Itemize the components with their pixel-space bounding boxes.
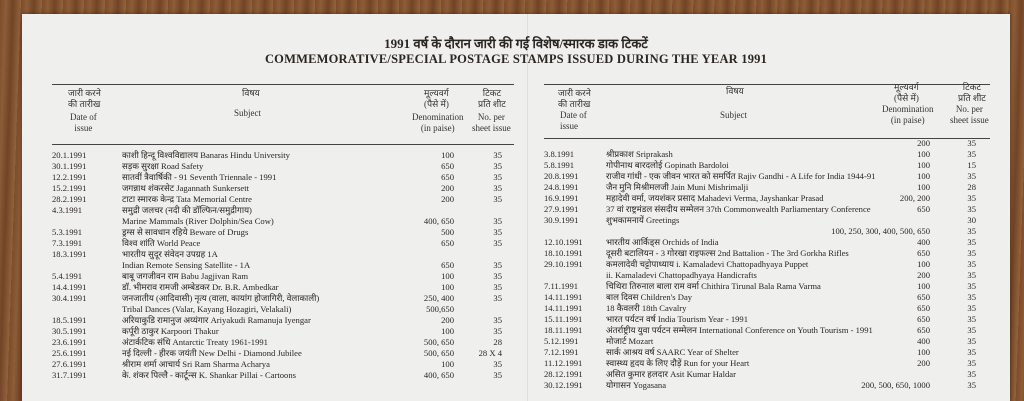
denomination-value: 650 <box>441 260 454 270</box>
sheet-count: 35 <box>967 149 976 159</box>
table-row <box>52 249 514 260</box>
sheet-count: 35 <box>967 292 976 302</box>
denomination-value: 650 <box>917 204 930 214</box>
denomination-value: 100 <box>441 271 454 281</box>
sheet-count: 35 <box>967 248 976 258</box>
table-row <box>544 204 990 215</box>
denomination-value: 500 <box>441 227 454 237</box>
sheet-count: 35 <box>493 183 502 193</box>
stamp-subject: Marine Mammals (River Dolphin/Sea Cow) <box>122 216 274 226</box>
table-row <box>544 270 990 281</box>
stamp-subject: सार्क आश्रय वर्ष SAARC Year of Shelter <box>606 347 739 357</box>
sheet-count: 28 X 4 <box>478 348 502 358</box>
stamp-subject: दूसरी बटालियन - 3 गोरखा राइफल्स 2nd Battalion - The 3rd Gorkha Rifles <box>606 248 849 258</box>
stamp-subject: Indian Remote Sensing Satellite - 1A <box>122 260 251 270</box>
denomination-value: 100 <box>441 359 454 369</box>
denomination-value: 650 <box>917 303 930 313</box>
issue-date: 18.3.1991 <box>52 249 87 259</box>
table-row <box>544 259 990 270</box>
issue-date: 14.11.1991 <box>544 303 583 313</box>
denomination-value: 100 <box>441 282 454 292</box>
issue-date: 27.9.1991 <box>544 204 579 214</box>
issue-date: 27.6.1991 <box>52 359 87 369</box>
table-row <box>544 193 990 204</box>
sheet-count: 35 <box>493 359 502 369</box>
denomination-value: 650 <box>441 238 454 248</box>
issue-date: 14.11.1991 <box>544 292 583 302</box>
sheet-count: 35 <box>967 347 976 357</box>
denomination-value: 650 <box>917 292 930 302</box>
sheet-count: 35 <box>967 237 976 247</box>
table-top-rule <box>544 84 990 85</box>
denomination-value: 200, 200 <box>899 193 930 203</box>
date-header-hindi: जारी करने की तारीख <box>558 88 591 109</box>
issue-date: 5.12.1991 <box>544 336 579 346</box>
table-row <box>544 182 990 193</box>
sheet-count: 35 <box>493 150 502 160</box>
sheet-count: 35 <box>967 226 976 236</box>
sheet-count: 35 <box>493 271 502 281</box>
table-row <box>544 314 990 325</box>
issue-date: 11.12.1991 <box>544 358 583 368</box>
issue-date: 7.12.1991 <box>544 347 579 357</box>
denomination-value: 400, 650 <box>423 216 454 226</box>
denomination-value: 650 <box>917 314 930 324</box>
sheet-count: 35 <box>493 194 502 204</box>
stamp-subject: सातवीं त्रैवार्षिकी - 91 Seventh Triennale - 1991 <box>122 172 277 182</box>
sheet-count: 35 <box>967 171 976 181</box>
sheet-count: 35 <box>967 336 976 346</box>
stamp-subject: स्वास्थ्य हृदय के लिए दौड़ें Run for your Heart <box>606 358 750 368</box>
stamp-subject: चिथिरा तिरुनाल बाला राम वर्मा Chithira Tirunal Bala Rama Varma <box>606 281 821 291</box>
denomination-value: 100 <box>917 171 930 181</box>
table-row <box>544 149 990 160</box>
sheet-count: 35 <box>967 303 976 313</box>
stamp-subject: सड़क सुरक्षा Road Safety <box>122 161 204 171</box>
sheet-count-header-hindi: टिकट प्रति शीट <box>478 88 506 109</box>
stamp-subject: गोपीनाथ बारदलोई Gopinath Bardoloi <box>606 160 729 170</box>
table-row <box>52 315 514 326</box>
sheet-count: 35 <box>493 161 502 171</box>
table-row <box>544 226 990 237</box>
denomination-value: 200 <box>441 183 454 193</box>
issue-date: 7.3.1991 <box>52 238 83 248</box>
sheet-count: 15 <box>967 160 976 170</box>
stamp-subject: योगासन Yogasana <box>606 380 667 390</box>
sheet-count: 35 <box>493 326 502 336</box>
stamp-subject: राजीव गांधी - एक जीवन भारत को समर्पित Rajiv Gandhi - A Life for India 1944-91 <box>606 171 876 181</box>
sheet-count: 35 <box>493 315 502 325</box>
table-top-rule <box>52 84 514 85</box>
sheet-count: 28 <box>493 337 502 347</box>
table-row <box>544 138 990 149</box>
issue-date: 24.8.1991 <box>544 182 579 192</box>
table-row <box>52 326 514 337</box>
stamp-subject: शुभकामनायें Greetings <box>606 215 680 225</box>
stamp-subject: समुद्री जलचर (नदी की डॉल्फिन/समुद्रीगाय) <box>122 205 252 215</box>
stamp-subject: विश्व शांति World Peace <box>122 238 201 248</box>
denomination-value: 400 <box>917 237 930 247</box>
denomination-value: 100 <box>441 150 454 160</box>
denomination-value: 200 <box>917 138 930 148</box>
hindi-title: 1991 वर्ष के दौरान जारी की गई विशेष/स्मारक डाक टिकटें <box>384 36 648 51</box>
date-header: Date of issue <box>560 110 587 131</box>
table-row <box>544 281 990 292</box>
sheet-count: 35 <box>493 216 502 226</box>
issue-date: 30.12.1991 <box>544 380 583 390</box>
sheet-count: 35 <box>967 380 976 390</box>
stamp-subject: ड्रग्स से सावधान रहिये Beware of Drugs <box>122 227 249 237</box>
sheet-count: 35 <box>493 370 502 380</box>
issue-date: 15.11.1991 <box>544 314 583 324</box>
denomination-value: 400, 650 <box>423 370 454 380</box>
issue-date: 5.8.1991 <box>544 160 575 170</box>
sheet-count: 35 <box>493 172 502 182</box>
stamp-subject: भारत पर्यटन वर्ष India Tourism Year - 1991 <box>606 314 749 324</box>
date-header-hindi: जारी करने की तारीख <box>68 88 101 109</box>
table-row <box>52 359 514 370</box>
table-row <box>544 292 990 303</box>
stamp-subject: भारतीय आर्किड्स Orchids of India <box>606 237 719 247</box>
issue-date: 30.5.1991 <box>52 326 87 336</box>
issue-date: 12.2.1991 <box>52 172 87 182</box>
table-row <box>52 282 514 293</box>
table-row <box>52 205 514 216</box>
sheet-count: 35 <box>967 138 976 148</box>
stamp-subject: जनजातीय (आदिवासी) नृत्य (वाला, कायांग होजागिरी, वेलाकाली) <box>122 293 320 303</box>
stamp-subject: श्रीराम शर्मा आचार्य Sri Ram Sharma Acharya <box>122 359 270 369</box>
sheet-count: 35 <box>493 282 502 292</box>
denomination-value: 400 <box>917 336 930 346</box>
stamp-subject: टाटा स्मारक केन्द्र Tata Memorial Centre <box>122 194 252 204</box>
issue-date: 31.7.1991 <box>52 370 87 380</box>
sheet-count-header-hindi: टिकट प्रति शीट <box>958 82 986 103</box>
stamp-subject: भारतीय सुदूर संवेदन उपग्रह 1A <box>122 249 218 259</box>
denomination-value: 650 <box>917 248 930 258</box>
issue-date: 23.6.1991 <box>52 337 87 347</box>
denomination-value: 200, 500, 650, 1000 <box>861 380 930 390</box>
denomination-value: 100 <box>917 281 930 291</box>
stamp-subject: बाबू जगजीवन राम Babu Jagjivan Ram <box>122 271 249 281</box>
denomination-value: 100, 250, 300, 400, 500, 650 <box>831 226 930 236</box>
sheet-count: 35 <box>967 204 976 214</box>
issue-date: 30.4.1991 <box>52 293 87 303</box>
table-row <box>544 358 990 369</box>
stamp-subject: के. शंकर पिल्लै - कार्टून्स K. Shankar Pillai - Cartoons <box>122 370 296 380</box>
table-row <box>52 260 514 271</box>
table-row <box>52 348 514 359</box>
table-row <box>52 238 514 249</box>
denomination-header-hindi: मूल्यवर्ग (पैसे में) <box>424 88 449 109</box>
sheet-count-header: No. per sheet issue <box>950 104 989 125</box>
table-row <box>52 370 514 381</box>
denomination-value: 100 <box>917 259 930 269</box>
stamp-subject: श्रीप्रकाश Sriprakash <box>606 149 673 159</box>
stamp-subject: महादेवी वर्मा, जयशंकर प्रसाद Mahadevi Verma, Jayshankar Prasad <box>606 193 824 203</box>
issue-date: 25.6.1991 <box>52 348 87 358</box>
stamp-subject: जगन्नाथ शंकरसेट Jagannath Sunkersett <box>122 183 250 193</box>
denomination-value: 200 <box>917 270 930 280</box>
denomination-value: 200 <box>441 194 454 204</box>
left-table <box>52 80 514 401</box>
table-row <box>52 172 514 183</box>
denomination-header-hindi: मूल्यवर्ग (पैसे में) <box>894 82 919 103</box>
header-bottom-rule <box>52 144 514 145</box>
issue-date: 3.8.1991 <box>544 149 575 159</box>
sheet-count: 35 <box>967 358 976 368</box>
table-row <box>544 303 990 314</box>
issue-date: 29.10.1991 <box>544 259 583 269</box>
date-header: Date of issue <box>70 112 97 133</box>
table-row <box>52 161 514 172</box>
denomination-value: 650 <box>441 172 454 182</box>
subject-header-hindi: विषय <box>242 88 260 98</box>
issue-date: 30.1.1991 <box>52 161 87 171</box>
denomination-value: 100 <box>441 326 454 336</box>
denomination-value: 250, 400 <box>423 293 454 303</box>
sheet-count: 30 <box>967 215 976 225</box>
table-row <box>544 237 990 248</box>
table-row <box>544 369 990 380</box>
stamp-subject: कमलादेवी चट्टोपाध्याय i. Kamaladevi Chattopadhyaya Puppet <box>606 259 809 269</box>
stamp-subject: अंटार्कटिक संधि Antarctic Treaty 1961-1991 <box>122 337 268 347</box>
issue-date: 16.9.1991 <box>544 193 579 203</box>
stamp-subject: 18 कैवलरी 18th Cavalry <box>606 303 687 313</box>
sheet-count: 28 <box>967 182 976 192</box>
table-row <box>52 337 514 348</box>
table-row <box>52 183 514 194</box>
stamp-subject: काशी हिन्दू विश्वविद्यालय Banaras Hindu University <box>122 150 290 160</box>
table-row <box>52 216 514 227</box>
sheet-count: 35 <box>967 325 976 335</box>
table-row <box>52 194 514 205</box>
issue-date: 28.2.1991 <box>52 194 87 204</box>
table-row <box>544 160 990 171</box>
denomination-value: 650 <box>441 161 454 171</box>
issue-date: 7.11.1991 <box>544 281 579 291</box>
table-row <box>544 325 990 336</box>
issue-date: 18.11.1991 <box>544 325 583 335</box>
stamp-subject: 37 वां राष्ट्रमंडल संसदीय सम्मेलन 37th Commonwealth Parliamentary Conference <box>606 204 871 214</box>
stamp-subject: असित कुमार हलदार Asit Kumar Haldar <box>606 369 736 379</box>
stamp-subject: डॉ. भीमराव रामजी अम्बेडकर Dr. B.R. Ambedkar <box>122 282 279 292</box>
sheet-count: 35 <box>967 281 976 291</box>
table-row <box>544 336 990 347</box>
table-row <box>544 171 990 182</box>
denomination-header: Denomination (in paise) <box>882 104 934 125</box>
denomination-value: 100 <box>917 347 930 357</box>
issue-date: 30.9.1991 <box>544 215 579 225</box>
stamp-subject: बाल दिवस Children's Day <box>606 292 693 302</box>
denomination-value: 200 <box>441 315 454 325</box>
stamp-subject: Tribal Dances (Valar, Kayang Hozagiri, Velakali) <box>122 304 292 314</box>
sheet-count-header: No. per sheet issue <box>472 112 511 133</box>
denomination-value: 100 <box>917 160 930 170</box>
sheet-count: 35 <box>493 238 502 248</box>
page-fold <box>527 14 529 401</box>
subject-header: Subject <box>234 108 261 118</box>
denomination-value: 100 <box>917 182 930 192</box>
sheet-count: 35 <box>967 270 976 280</box>
subject-header: Subject <box>720 110 747 120</box>
issue-date: 20.8.1991 <box>544 171 579 181</box>
issue-date: 4.3.1991 <box>52 205 83 215</box>
subject-header-hindi: विषय <box>726 86 744 96</box>
table-row <box>52 271 514 282</box>
stamp-subject: ii. Kamaladevi Chattopadhyaya Handicrafts <box>606 270 757 280</box>
table-row <box>544 347 990 358</box>
denomination-value: 200 <box>917 358 930 368</box>
stamp-subject: अरियाकुडि रामानुज अय्यंगार Ariyakudi Ramanuja Iyengar <box>122 315 311 325</box>
stamp-subject: नई दिल्ली - हीरक जयंती New Delhi - Diamond Jubilee <box>122 348 302 358</box>
denomination-header: Denomination (in paise) <box>412 112 464 133</box>
stamp-subject: जैन मुनि मिश्रीमलजी Jain Muni Mishrimalji <box>606 182 749 192</box>
table-row <box>544 248 990 259</box>
denomination-value: 500, 650 <box>423 348 454 358</box>
issue-date: 20.1.1991 <box>52 150 87 160</box>
table-row <box>52 304 514 315</box>
denomination-value: 650 <box>917 325 930 335</box>
sheet-count: 35 <box>967 259 976 269</box>
sheet-count: 35 <box>493 260 502 270</box>
table-row <box>52 150 514 161</box>
issue-date: 5.3.1991 <box>52 227 83 237</box>
page-title: COMMEMORATIVE/SPECIAL POSTAGE STAMPS ISSUED DURING THE YEAR 1991 <box>264 52 768 66</box>
stamp-subject: अंतर्राष्ट्रीय युवा पर्यटन सम्मेलन International Conference on Youth Tourism - 1991 <box>606 325 873 335</box>
denomination-value: 500, 650 <box>423 337 454 347</box>
table-row <box>52 227 514 238</box>
denomination-value: 500,650 <box>426 304 454 314</box>
issue-date: 18.5.1991 <box>52 315 87 325</box>
sheet-count: 35 <box>967 193 976 203</box>
table-row <box>52 293 514 304</box>
stamp-subject: मोजार्ट Mozart <box>606 336 654 346</box>
issue-date: 18.10.1991 <box>544 248 583 258</box>
issue-date: 15.2.1991 <box>52 183 87 193</box>
right-table <box>544 80 990 401</box>
sheet-count: 35 <box>493 227 502 237</box>
issue-date: 5.4.1991 <box>52 271 83 281</box>
sheet-count: 35 <box>493 293 502 303</box>
issue-date: 28.12.1991 <box>544 369 583 379</box>
sheet-count: 35 <box>967 314 976 324</box>
table-row <box>544 380 990 391</box>
document-sheet <box>22 14 1010 401</box>
table-row <box>544 215 990 226</box>
sheet-count: 35 <box>967 369 976 379</box>
issue-date: 14.4.1991 <box>52 282 87 292</box>
stamp-subject: कर्पूरी ठाकुर Karpoori Thakur <box>122 326 219 336</box>
denomination-value: 100 <box>917 149 930 159</box>
issue-date: 12.10.1991 <box>544 237 583 247</box>
